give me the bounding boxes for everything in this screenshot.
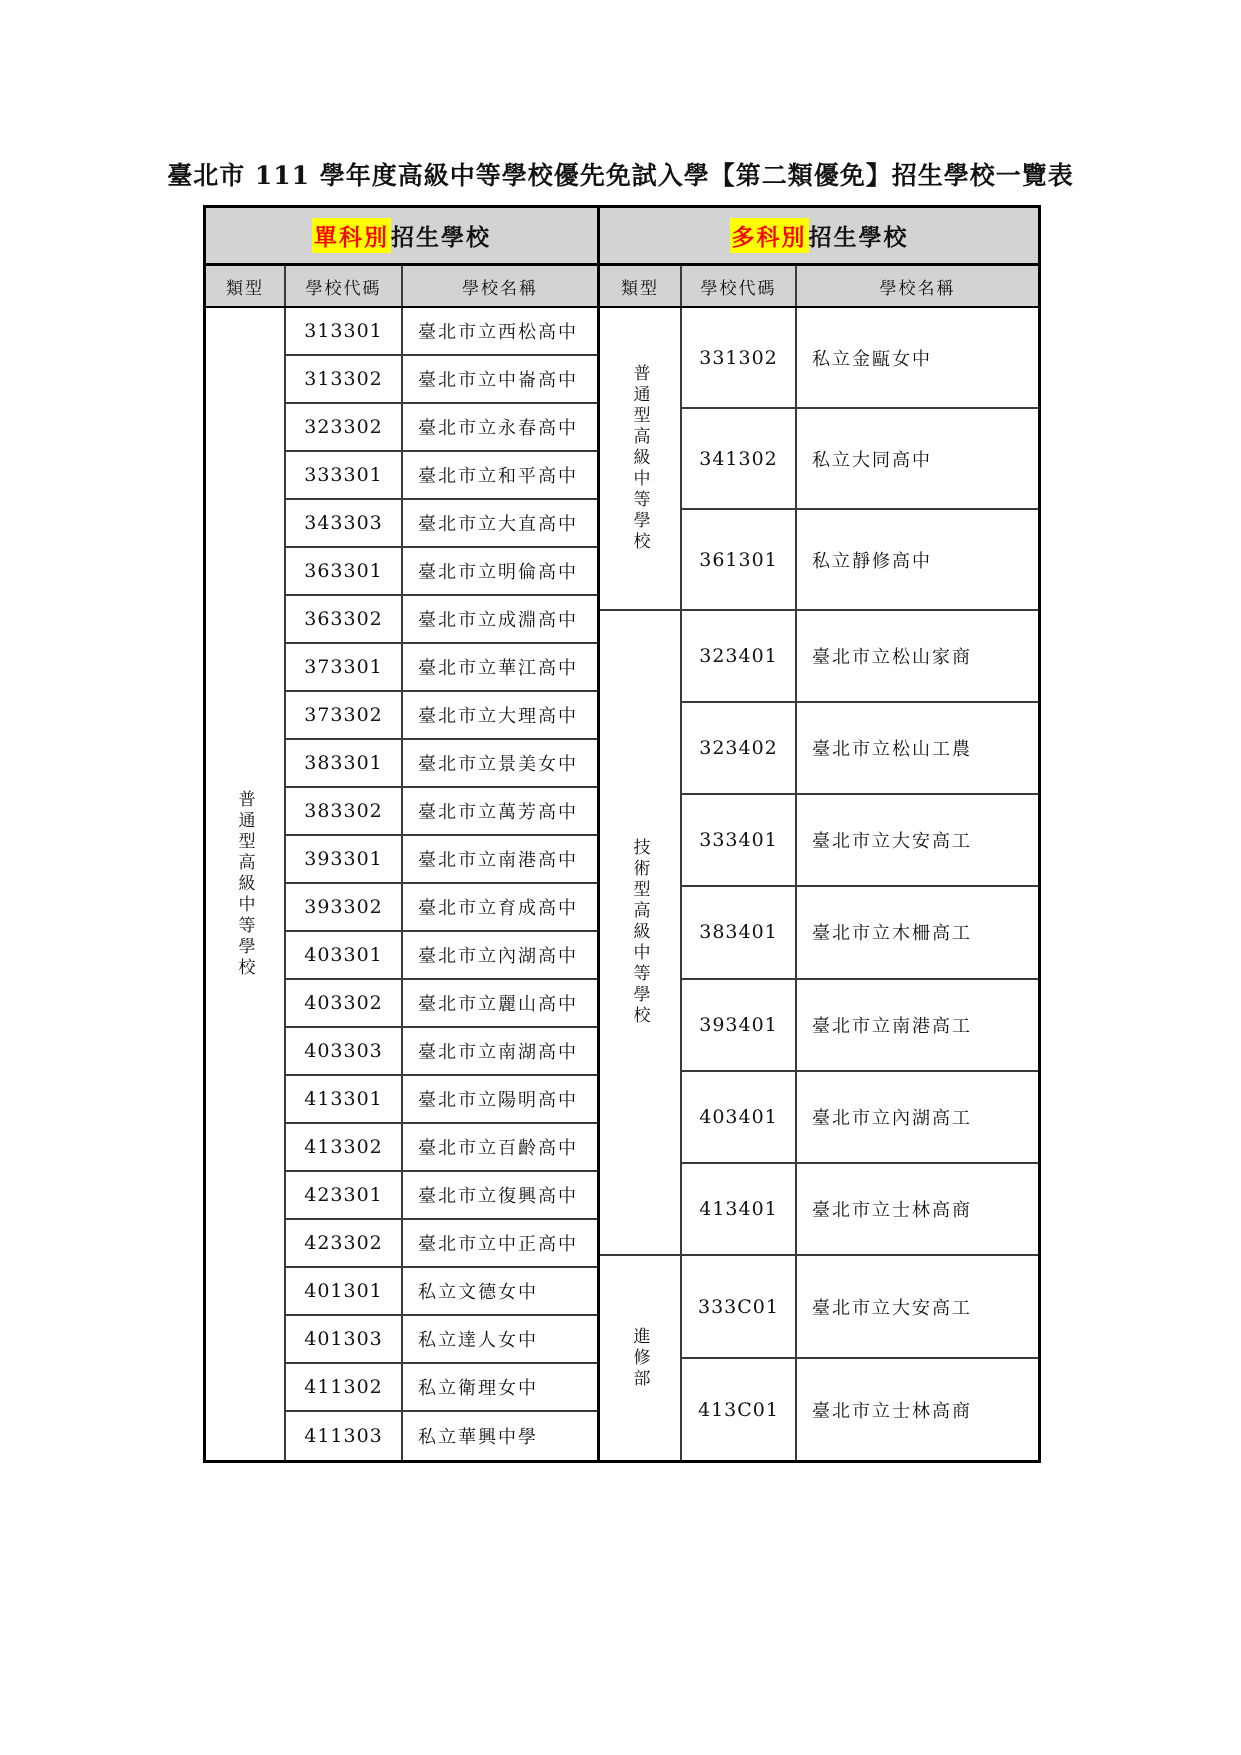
table-row	[286, 1364, 597, 1412]
school-name: 臺北市立南港高中	[418, 850, 578, 871]
school-name: 臺北市立南港高工	[812, 1015, 972, 1037]
table-row	[286, 596, 597, 644]
school-code: 401301	[286, 1268, 403, 1314]
table-row	[682, 1256, 1038, 1359]
school-code: 333301	[286, 452, 403, 498]
school-type-group	[600, 308, 1038, 611]
school-code: 403303	[286, 1028, 403, 1074]
table-row	[682, 1359, 1038, 1460]
single-category-highlight: 單科別	[312, 218, 391, 253]
school-name: 私立衛理女中	[418, 1378, 538, 1399]
table-row	[286, 980, 597, 1028]
school-name: 臺北市立木柵高工	[812, 923, 972, 945]
school-code: 333C01	[682, 1256, 797, 1357]
school-code: 383302	[286, 788, 403, 834]
school-name: 臺北市立內湖高工	[812, 1107, 972, 1129]
school-name: 臺北市立百齡高中	[418, 1138, 578, 1159]
school-code: 333401	[682, 795, 797, 885]
single-category-column-headers	[206, 266, 597, 308]
table-row	[286, 308, 597, 356]
school-type-group	[600, 611, 1038, 1256]
school-code: 323302	[286, 404, 403, 450]
group-rows	[682, 611, 1038, 1254]
school-name: 臺北市立大理高中	[418, 706, 578, 727]
table-row	[286, 1220, 597, 1268]
school-name: 臺北市立和平高中	[418, 466, 578, 487]
school-name: 臺北市立萬芳高中	[418, 802, 578, 823]
column-header-code: 學校代碼	[286, 266, 403, 306]
column-header-type: 類型	[600, 266, 682, 306]
table-row	[682, 611, 1038, 703]
group-rows	[682, 308, 1038, 609]
school-name: 臺北市立中正高中	[418, 1234, 578, 1255]
table-row	[286, 740, 597, 788]
table-row	[682, 795, 1038, 887]
school-code: 393401	[682, 980, 797, 1070]
school-code: 403401	[682, 1072, 797, 1162]
school-code: 411302	[286, 1364, 403, 1410]
school-name: 臺北市立南湖高中	[418, 1042, 578, 1063]
school-code: 383301	[286, 740, 403, 786]
school-code: 383401	[682, 887, 797, 977]
multi-category-column-headers	[600, 266, 1038, 308]
school-type-group	[600, 1256, 1038, 1460]
school-name: 臺北市立成淵高中	[418, 610, 578, 631]
school-code: 403301	[286, 932, 403, 978]
school-type-label: 技術型高級中等學校	[600, 611, 682, 1254]
table-row	[286, 356, 597, 404]
school-name: 私立達人女中	[418, 1330, 538, 1351]
school-code: 331302	[682, 308, 797, 407]
table-row	[682, 1164, 1038, 1254]
single-category-body	[206, 308, 597, 1460]
page-title: 臺北市 111 學年度高級中等學校優先免試入學【第二類優免】招生學校一覽表	[167, 161, 1074, 190]
multi-category-body	[600, 308, 1038, 1460]
school-code: 373301	[286, 644, 403, 690]
table-row	[682, 510, 1038, 609]
school-name: 臺北市立復興高中	[418, 1186, 578, 1207]
school-name: 臺北市立松山工農	[812, 739, 972, 761]
table-row	[286, 1316, 597, 1364]
school-name: 私立金甌女中	[812, 348, 932, 370]
school-name: 臺北市立麗山高中	[418, 994, 578, 1015]
school-name: 臺北市立大直高中	[418, 514, 578, 535]
table-row	[286, 548, 597, 596]
table-row	[286, 1076, 597, 1124]
table-row	[286, 1028, 597, 1076]
table-row	[682, 980, 1038, 1072]
table-row	[682, 308, 1038, 409]
school-type-label: 進修部	[600, 1256, 682, 1460]
group-rows	[682, 1256, 1038, 1460]
school-name: 臺北市立大安高工	[812, 831, 972, 853]
admission-schools-table	[203, 205, 1041, 1463]
single-category-section	[206, 208, 600, 1460]
table-row	[682, 703, 1038, 795]
table-row	[286, 884, 597, 932]
school-name: 私立文德女中	[418, 1282, 538, 1303]
school-code: 413301	[286, 1076, 403, 1122]
table-row	[286, 500, 597, 548]
school-name: 臺北市立中崙高中	[418, 370, 578, 391]
school-type-group	[206, 308, 597, 1460]
school-name: 臺北市立景美女中	[418, 754, 578, 775]
table-row	[286, 788, 597, 836]
table-row	[286, 1412, 597, 1460]
table-row	[682, 1072, 1038, 1164]
school-code: 361301	[682, 510, 797, 609]
table-row	[286, 692, 597, 740]
school-code: 413401	[682, 1164, 797, 1254]
school-name: 臺北市立士林高商	[812, 1400, 972, 1422]
school-code: 423301	[286, 1172, 403, 1218]
school-code: 343303	[286, 500, 403, 546]
school-code: 363302	[286, 596, 403, 642]
school-code: 413C01	[682, 1359, 797, 1460]
column-header-type: 類型	[206, 266, 286, 306]
school-code: 393302	[286, 884, 403, 930]
school-name: 臺北市立大安高工	[812, 1297, 972, 1319]
school-name: 臺北市立明倫高中	[418, 562, 578, 583]
school-code: 373302	[286, 692, 403, 738]
multi-category-highlight: 多科別	[730, 218, 809, 253]
multi-category-section	[600, 208, 1038, 1460]
single-category-header-rest: 招生學校	[391, 224, 491, 251]
school-code: 403302	[286, 980, 403, 1026]
school-name: 臺北市立育成高中	[418, 898, 578, 919]
table-row	[286, 1124, 597, 1172]
school-name: 臺北市立西松高中	[418, 322, 578, 343]
column-header-name: 學校名稱	[879, 278, 956, 299]
school-code: 313301	[286, 308, 403, 354]
table-row	[286, 644, 597, 692]
school-name: 臺北市立華江高中	[418, 658, 578, 679]
school-code: 423302	[286, 1220, 403, 1266]
school-name: 臺北市立永春高中	[418, 418, 578, 439]
school-code: 313302	[286, 356, 403, 402]
school-code: 393301	[286, 836, 403, 882]
table-row	[286, 404, 597, 452]
multi-category-header	[600, 208, 1038, 266]
column-header-name: 學校名稱	[462, 278, 538, 299]
table-row	[286, 452, 597, 500]
school-name: 臺北市立內湖高中	[418, 946, 578, 967]
school-type-label: 普通型高級中等學校	[206, 308, 286, 1460]
school-name: 臺北市立松山家商	[812, 647, 972, 669]
school-code: 323402	[682, 703, 797, 793]
school-code: 401303	[286, 1316, 403, 1362]
table-row	[286, 1268, 597, 1316]
column-header-code: 學校代碼	[682, 266, 797, 306]
table-row	[286, 1172, 597, 1220]
school-name: 私立靜修高中	[812, 550, 932, 572]
school-code: 413302	[286, 1124, 403, 1170]
table-row	[286, 932, 597, 980]
table-row	[286, 836, 597, 884]
school-name: 私立華興中學	[418, 1427, 538, 1448]
group-rows	[286, 308, 597, 1460]
table-row	[682, 887, 1038, 979]
school-code: 411303	[286, 1412, 403, 1460]
table-row	[682, 409, 1038, 510]
single-category-header	[206, 208, 597, 266]
school-code: 363301	[286, 548, 403, 594]
school-name: 私立大同高中	[812, 449, 932, 471]
school-name: 臺北市立陽明高中	[418, 1090, 578, 1111]
school-code: 323401	[682, 611, 797, 701]
school-name: 臺北市立士林高商	[812, 1199, 972, 1221]
school-code: 341302	[682, 409, 797, 508]
school-type-label: 普通型高級中等學校	[600, 308, 682, 609]
multi-category-header-rest: 招生學校	[808, 224, 909, 251]
